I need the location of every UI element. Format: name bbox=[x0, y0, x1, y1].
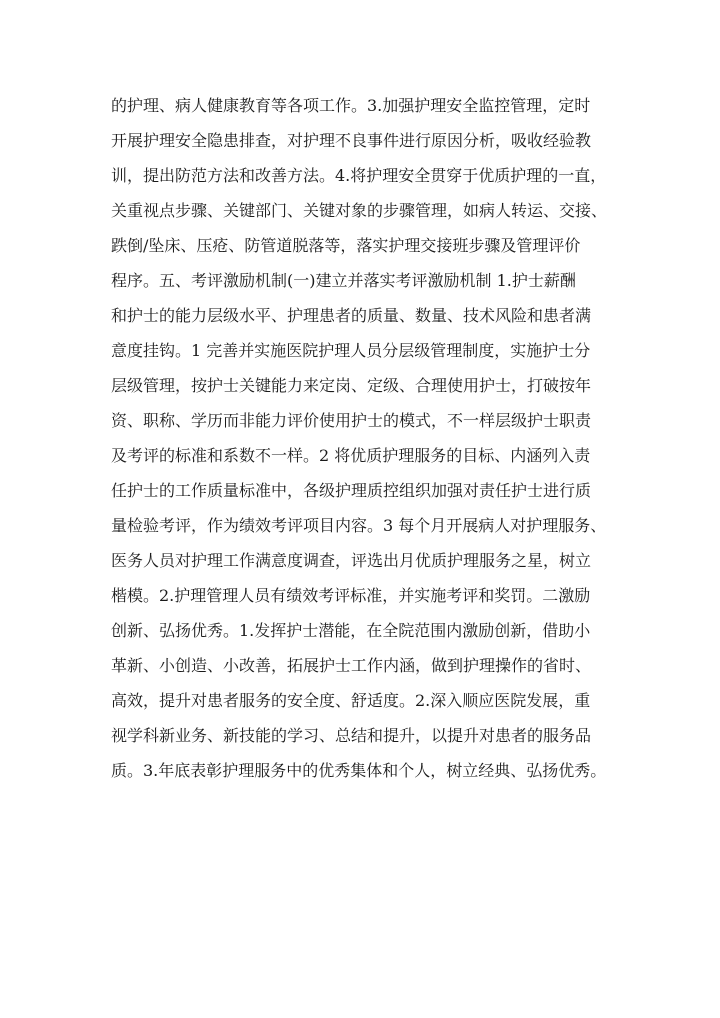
text-line-6: 程序。五、考评激励机制(一)建立并落实考评激励机制 1.护士薪酬 bbox=[111, 271, 576, 290]
text-line-2: 开展护理安全隐患排查，对护理不良事件进行原因分析，吸收经验教 bbox=[111, 131, 592, 150]
text-line-1: 的护理、病人健康教育等各项工作。3.加强护理安全监控管理，定时 bbox=[111, 96, 591, 115]
text-line-3: 训，提出防范方法和改善方法。4.将护理安全贯穿于优质护理的一直， bbox=[111, 166, 607, 185]
text-line-5: 跌倒/坠床、压疮、防管道脱落等，落实护理交接班步骤及管理评价 bbox=[111, 236, 581, 255]
text-line-18: 高效，提升对患者服务的安全度、舒适度。2.深入顺应医院发展，重 bbox=[111, 691, 591, 710]
text-line-7: 和护士的能力层级水平、护理患者的质量、数量、技术风险和患者满 bbox=[111, 306, 592, 325]
text-line-16: 创新、弘扬优秀。1.发挥护士潜能，在全院范围内激励创新，借助小 bbox=[111, 621, 591, 640]
text-line-19: 视学科新业务、新技能的学习、总结和提升，以提升对患者的服务品 bbox=[111, 726, 592, 745]
text-line-4: 关重视点步骤、关键部门、关键对象的步骤管理，如病人转运、交接、 bbox=[111, 201, 608, 220]
text-line-20: 质。3.年底表彰护理服务中的优秀集体和个人，树立经典、弘扬优秀。 bbox=[111, 761, 607, 780]
text-line-10: 资、职称、学历而非能力评价使用护士的模式，不一样层级护士职责 bbox=[111, 411, 592, 430]
text-line-17: 革新、小创造、小改善，拓展护士工作内涵，做到护理操作的省时、 bbox=[111, 656, 592, 675]
text-line-13: 量检验考评，作为绩效考评项目内容。3 每个月开展病人对护理服务、 bbox=[111, 516, 607, 535]
text-line-8: 意度挂钩。1 完善并实施医院护理人员分层级管理制度，实施护士分 bbox=[111, 341, 591, 360]
text-line-12: 任护士的工作质量标准中，各级护理质控组织加强对责任护士进行质 bbox=[111, 481, 592, 500]
text-line-15: 楷模。2.护理管理人员有绩效考评标准，并实施考评和奖罚。二激励 bbox=[111, 586, 591, 605]
text-line-11: 及考评的标准和系数不一样。2 将优质护理服务的目标、内涵列入责 bbox=[111, 446, 591, 465]
text-line-14: 医务人员对护理工作满意度调查，评选出月优质护理服务之星，树立 bbox=[111, 551, 592, 570]
text-line-9: 层级管理，按护士关键能力来定岗、定级、合理使用护士，打破按年 bbox=[111, 376, 592, 395]
body-text bbox=[111, 88, 711, 788]
